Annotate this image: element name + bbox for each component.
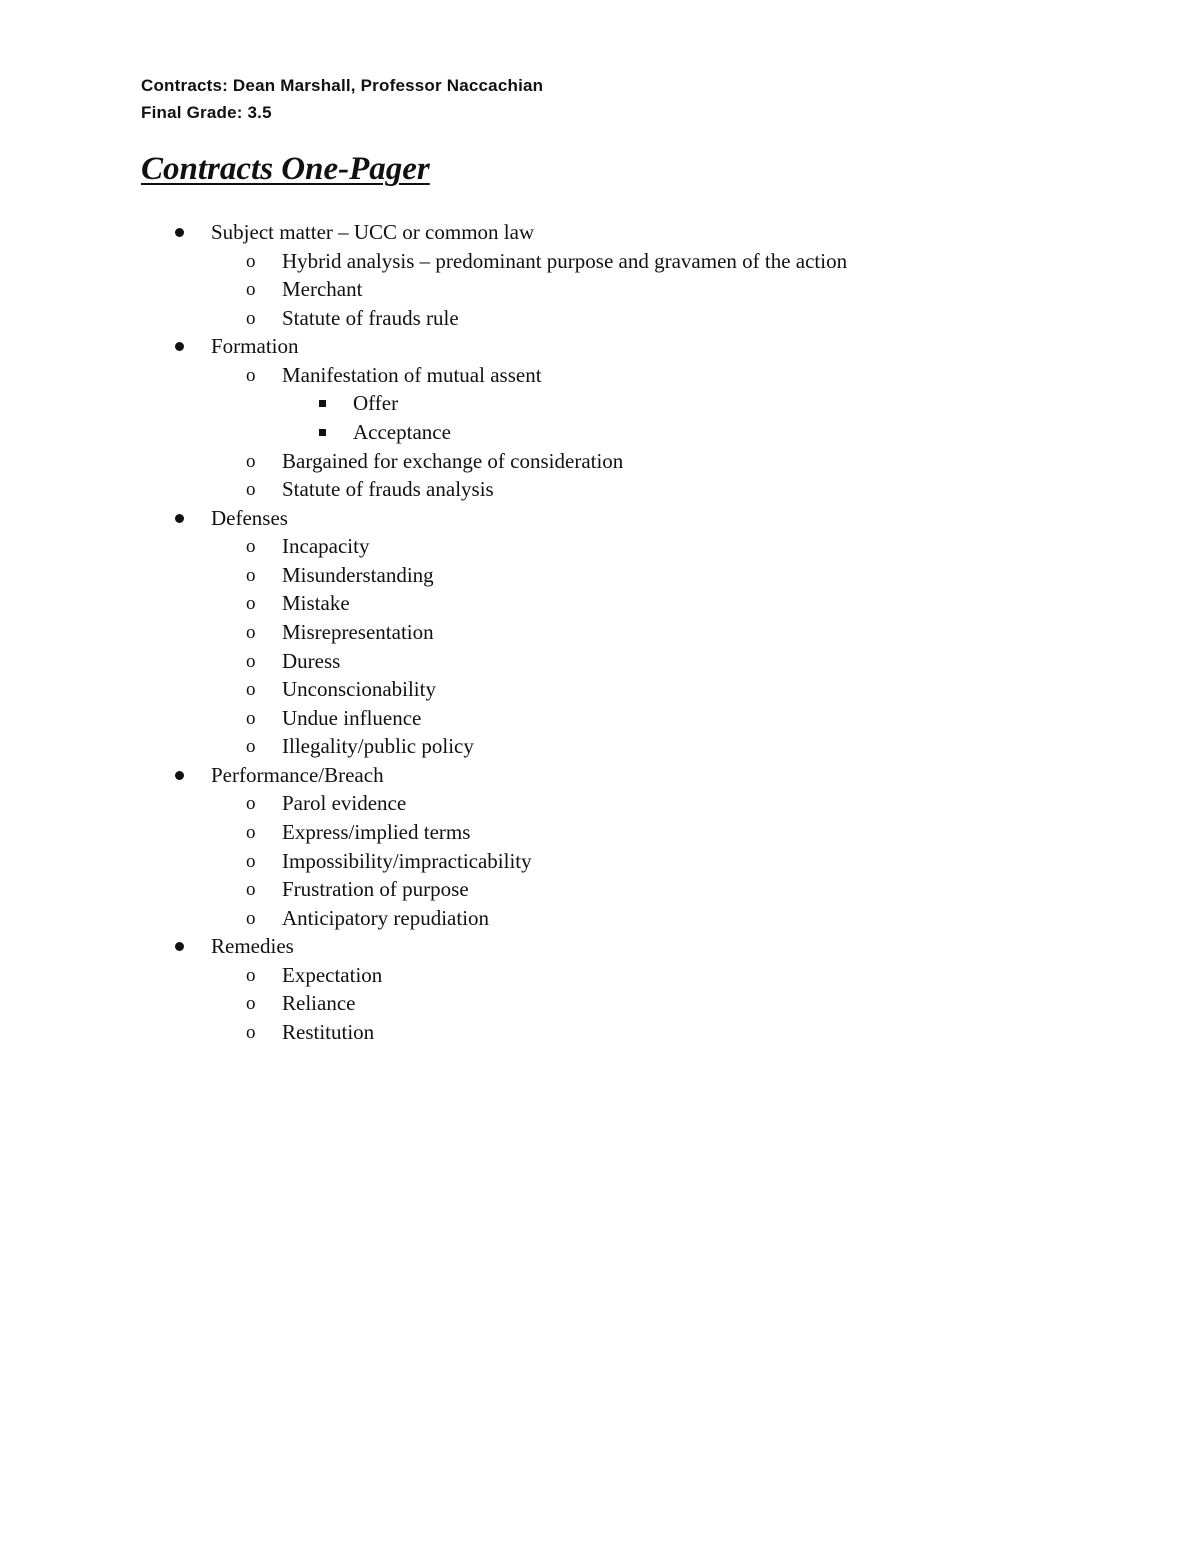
outline-item-label: Bargained for exchange of consideration (282, 448, 624, 473)
outline-item-level-2 (0, 447, 1200, 476)
bullet-circle-icon: o (246, 250, 256, 272)
outline-item-label: Statute of frauds analysis (282, 477, 494, 502)
outline-item-label: Offer (353, 391, 399, 416)
outline-item-label: Unconscionability (282, 677, 436, 702)
outline-item-level-3 (0, 389, 1200, 418)
bullet-circle-icon: o (246, 279, 256, 301)
outline-item-level-2 (0, 589, 1200, 618)
outline-item-label: Acceptance (353, 419, 451, 444)
bullet-circle-icon: o (246, 907, 256, 929)
bullet-circle-icon: o (246, 707, 256, 729)
outline-item-label: Restitution (282, 1019, 375, 1044)
outline-item-label: Reliance (282, 991, 356, 1016)
outline-item-level-2 (0, 961, 1200, 990)
outline-item-label: Illegality/public policy (282, 734, 474, 759)
outline-item-label: Duress (282, 648, 341, 673)
outline-item-label: Incapacity (282, 534, 370, 559)
outline-item-label: Defenses (211, 505, 288, 530)
outline-item-label: Misunderstanding (282, 562, 434, 587)
outline-item-level-2 (0, 904, 1200, 933)
bullet-dot-icon (175, 228, 184, 237)
outline-item-label: Formation (211, 334, 299, 359)
outline-item-label: Impossibility/impracticability (282, 848, 532, 873)
outline-item-level-2 (0, 647, 1200, 676)
outline-item-level-2 (0, 789, 1200, 818)
outline-item-level-1 (0, 761, 1200, 790)
outline-item-level-2 (0, 304, 1200, 333)
outline-item-level-2 (0, 561, 1200, 590)
outline-item-label: Performance/Breach (211, 762, 384, 787)
outline-item-level-1 (0, 932, 1200, 961)
outline-item-level-2 (0, 989, 1200, 1018)
outline-item-level-2 (0, 361, 1200, 390)
bullet-circle-icon: o (246, 1021, 256, 1043)
outline-item-level-2 (0, 818, 1200, 847)
bullet-dot-icon (175, 342, 184, 351)
bullet-circle-icon: o (246, 793, 256, 815)
outline-item-label: Express/implied terms (282, 819, 471, 844)
bullet-circle-icon: o (246, 679, 256, 701)
bullet-circle-icon: o (246, 479, 256, 501)
bullet-circle-icon: o (246, 850, 256, 872)
outline-item-label: Statute of frauds rule (282, 305, 459, 330)
bullet-dot-icon (175, 514, 184, 523)
outline-item-label: Misrepresentation (282, 619, 434, 644)
outline-item-label: Hybrid analysis – predominant purpose and gravamen of the action (282, 248, 848, 273)
outline-item-level-2 (0, 732, 1200, 761)
bullet-circle-icon: o (246, 993, 256, 1015)
outline-item-label: Remedies (211, 934, 294, 959)
outline-item-level-2 (0, 675, 1200, 704)
bullet-circle-icon: o (246, 821, 256, 843)
outline-item-level-3 (0, 418, 1200, 447)
bullet-circle-icon: o (246, 536, 256, 558)
outline-item-level-2 (0, 618, 1200, 647)
outline-item-label: Mistake (282, 591, 350, 616)
outline-item-label: Anticipatory repudiation (282, 905, 490, 930)
outline-item-label: Manifestation of mutual assent (282, 362, 542, 387)
bullet-square-icon (319, 429, 326, 436)
bullet-circle-icon: o (246, 450, 256, 472)
outline-item-level-2 (0, 1018, 1200, 1047)
outline-item-level-2 (0, 532, 1200, 561)
bullet-dot-icon (175, 771, 184, 780)
outline-item-label: Parol evidence (282, 791, 407, 816)
outline-item-label: Undue influence (282, 705, 422, 730)
outline-item-label: Expectation (282, 962, 383, 987)
bullet-circle-icon: o (246, 621, 256, 643)
course-instructor-line: Contracts: Dean Marshall, Professor Naccachian (141, 76, 544, 95)
outline-item-label: Merchant (282, 277, 363, 302)
outline-item-level-1 (0, 332, 1200, 361)
bullet-circle-icon: o (246, 307, 256, 329)
outline-item-level-1 (0, 504, 1200, 533)
outline-item-level-1 (0, 218, 1200, 247)
final-grade-line: Final Grade: 3.5 (141, 103, 272, 122)
bullet-circle-icon: o (246, 879, 256, 901)
bullet-circle-icon: o (246, 593, 256, 615)
bullet-square-icon (319, 400, 326, 407)
bullet-circle-icon: o (246, 364, 256, 386)
outline-item-level-2 (0, 247, 1200, 276)
outline-item-label: Frustration of purpose (282, 877, 469, 902)
bullet-circle-icon: o (246, 964, 256, 986)
outline-item-level-2 (0, 275, 1200, 304)
document-title: Contracts One-Pager (141, 151, 430, 187)
bullet-circle-icon: o (246, 564, 256, 586)
outline-item-level-2 (0, 875, 1200, 904)
bullet-circle-icon: o (246, 736, 256, 758)
bullet-circle-icon: o (246, 650, 256, 672)
outline-item-label: Subject matter – UCC or common law (211, 220, 535, 244)
bullet-dot-icon (175, 942, 184, 951)
outline-item-level-2 (0, 475, 1200, 504)
outline-item-level-2 (0, 847, 1200, 876)
outline-item-level-2 (0, 704, 1200, 733)
